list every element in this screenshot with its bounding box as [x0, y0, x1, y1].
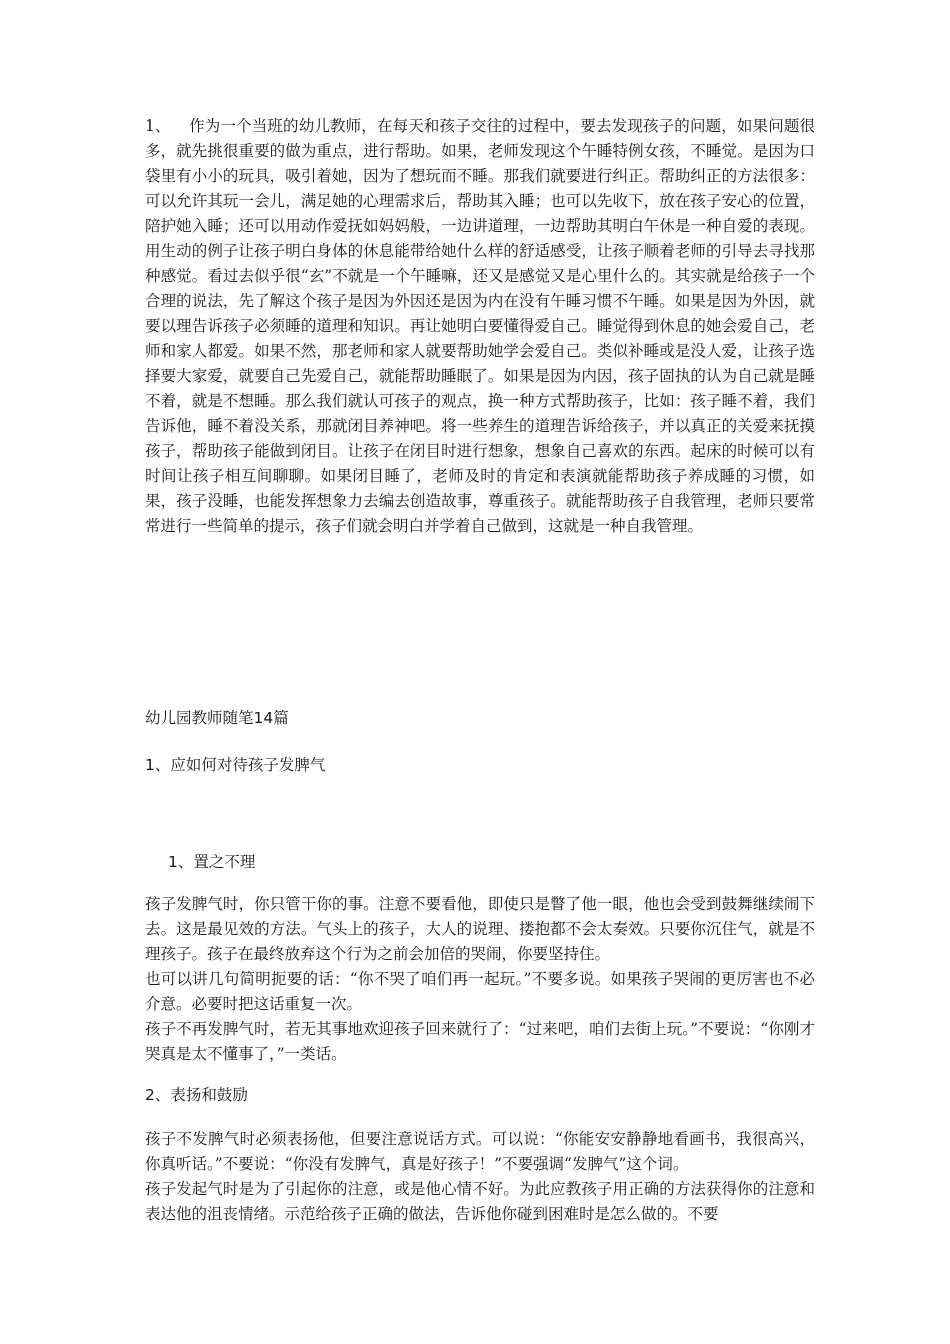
paragraph-number: 1、 [145, 117, 171, 135]
section-1-paragraph: 孩子不再发脾气时，若无其事地欢迎孩子回来就行了：“过来吧，咱们去街上玩。”不要说：“你刚才哭真是太不懂事了，”一类话。 [145, 1020, 815, 1063]
section-2-body [145, 1127, 815, 1227]
paragraph-1 [145, 114, 815, 539]
section-1-paragraph: 孩子发脾气时，你只管干你的事。注意不要看他，即使只是瞥了他一眼，他也会受到鼓舞继续闹下去。这是最见效的方法。气头上的孩子，大人的说理、搂抱都不会太奏效。只要你沉住气，就是不理孩子。孩子在最终放弃这个行为之前会加倍的哭闹，你要坚持住。 [145, 895, 815, 963]
section-1-body [145, 892, 815, 1067]
section-1-paragraph: 也可以讲几句简明扼要的话：“你不哭了咱们再一起玩。”不要多说。如果孩子哭闹的更厉害也不必介意。必要时把这话重复一次。 [145, 970, 815, 1013]
section-2-paragraph: 孩子发起气时是为了引起你的注意，或是他心情不好。为此应教孩子用正确的方法获得你的注意和表达他的沮丧情绪。示范给孩子正确的做法，告诉他你碰到困难时是怎么做的。不要 [145, 1180, 815, 1223]
document-title: 幼儿园教师随笔14篇 [145, 709, 289, 727]
section-2-paragraph: 孩子不发脾气时必须表扬他，但要注意说话方式。可以说：“你能安安静静地看画书，我很高兴，你真听话。”不要说：“你没有发脾气，真是好孩子！”不要强调“发脾气”这个词。 [145, 1130, 815, 1173]
paragraph-1-text: 作为一个当班的幼儿教师，在每天和孩子交往的过程中，要去发现孩子的问题，如果问题很多，就先挑很重要的做为重点，进行帮助。如果，老师发现这个午睡特例女孩，不睡觉。是因为口袋里有小小的玩具，吸引着她，因为了想玩而不睡。那我们就要进行纠正。帮助纠正的方法很多：可以允许其玩一会儿，满足她的心理需求后，帮助其入睡；也可以先收下，放在孩子安心的位置，陪护她入睡；还可以用动作爱抚如妈妈般，一边讲道理，一边帮助其明白午休是一种自爱的表现。用生动的例子让孩子明白身体的休息能带给她什么样的舒适感受，让孩子顺着老师的引导去寻找那种感觉。看过去似乎很“玄”不就是一个午睡嘛，还又是感觉又是心里什么的。其实就是给孩子一个合理的说法，先了解这个孩子是因为外因还是因为内在没有午睡习惯不午睡。如果是因为外因，就要以理告诉孩子必须睡的道理和知识。再让她明白要懂得爱自己。睡觉得到休息的她会爱自己，老师和家人都爱。如果不然，那老师和家人就要帮助她学会爱自己。类似补睡或是没人爱，让孩子选择要大家爱，就要自己先爱自己，就能帮助睡眠了。如果是因为内因，孩子固执的认为自己就是睡不着，就是不想睡。那么我们就认可孩子的观点，换一种方式帮助孩子，比如：孩子睡不着，我们告诉他，睡不着没关系，那就闭目养神吧。将一些养生的道理告诉给孩子，并以真正的关爱来抚摸孩子，帮助孩子能做到闭目。让孩子在闭目时进行想象，想象自己喜欢的东西。起床的时候可以有时间让孩子相互间聊聊。如果闭目睡了，老师及时的肯定和表演就能帮助孩子养成睡的习惯，如果，孩子没睡，也能发挥想象力去编去创造故事，尊重孩子。就能帮助孩子自我管理，老师只要常常进行一些简单的提示，孩子们就会明白并学着自己做到，这就是一种自我管理。 [145, 117, 815, 535]
question-heading: 1、应如何对待孩子发脾气 [145, 756, 326, 774]
section-2-heading: 2、表扬和鼓励 [145, 1086, 248, 1104]
section-1-heading: 1、置之不理 [168, 853, 256, 871]
